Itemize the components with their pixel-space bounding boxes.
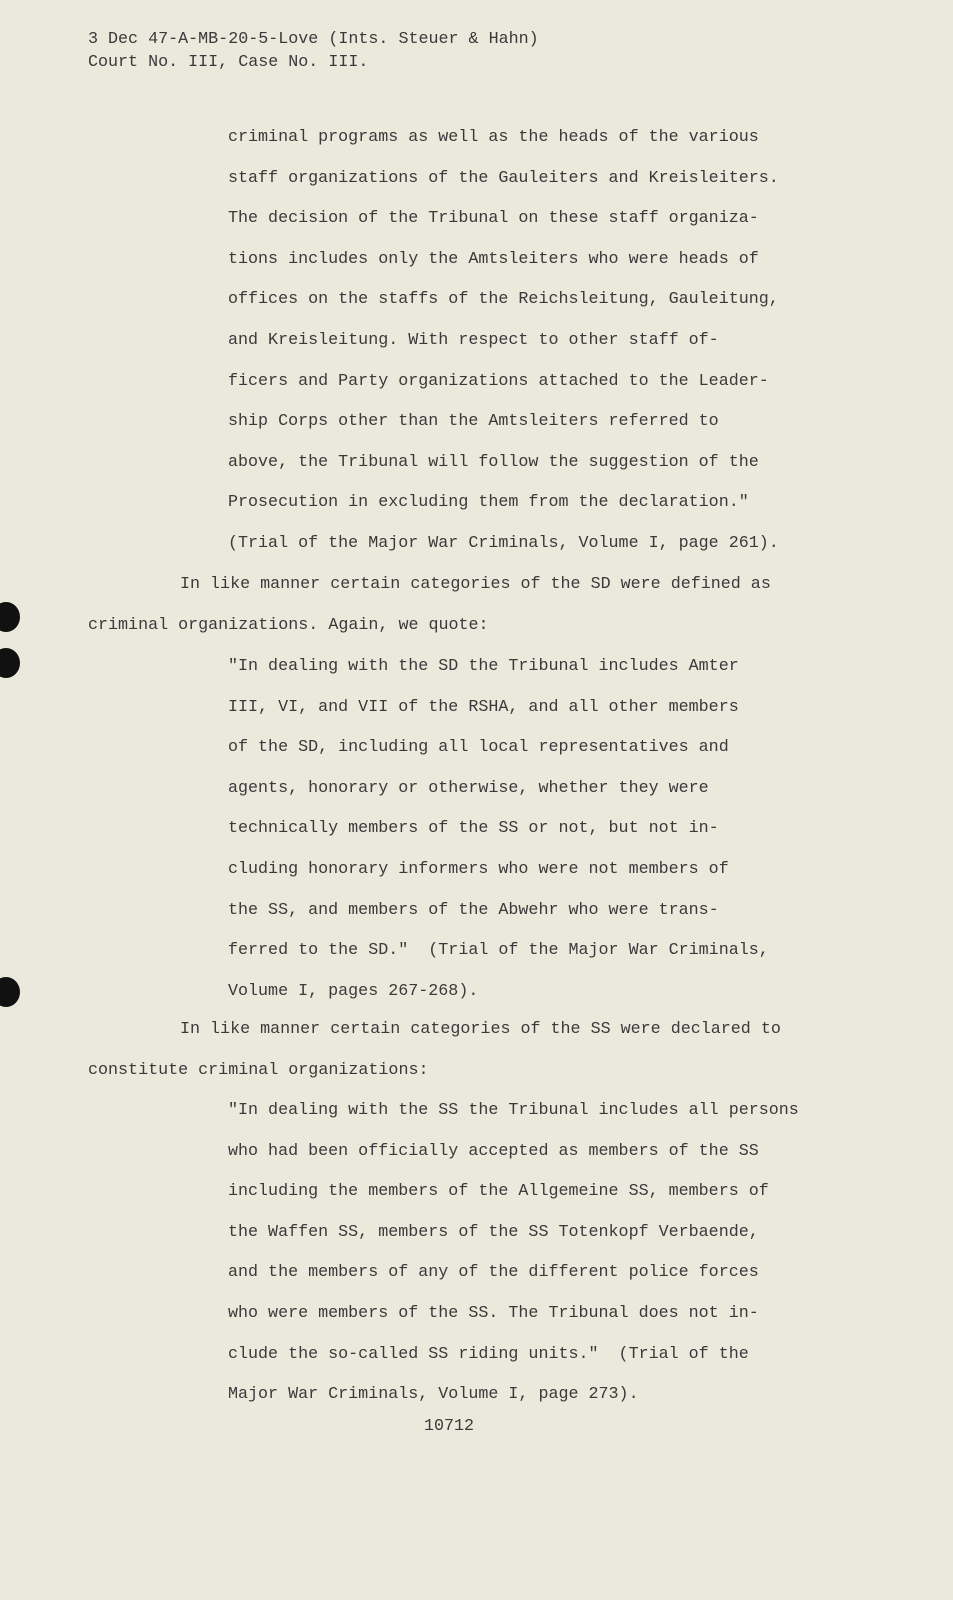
text-line: "In dealing with the SS the Tribunal includes all persons	[228, 1101, 799, 1120]
text-line: offices on the staffs of the Reichsleitung, Gauleitung,	[228, 290, 779, 310]
text-line: ship Corps other than the Amtsleiters referred to	[228, 412, 719, 432]
text-line: constitute criminal organizations:	[88, 1060, 429, 1080]
text-line: the SS, and members of the Abwehr who were trans-	[228, 900, 719, 920]
quote-block-sd	[228, 647, 769, 1012]
paragraph-ss	[88, 1010, 781, 1091]
text-line: clude the so-called SS riding units." (Trial of the	[228, 1344, 749, 1364]
text-line: Major War Criminals, Volume I, page 273).	[228, 1385, 639, 1405]
paragraph-sd	[88, 565, 771, 646]
punch-hole	[0, 977, 20, 1007]
quote-block-ss	[228, 1091, 799, 1416]
text-line: In like manner certain categories of the SD were defined as	[180, 575, 771, 594]
text-line: ferred to the SD." (Trial of the Major War Criminals,	[228, 941, 769, 961]
text-line: Prosecution in excluding them from the declaration."	[228, 493, 749, 513]
text-line: ficers and Party organizations attached to the Leader-	[228, 371, 769, 391]
text-line: In like manner certain categories of the SS were declared to	[180, 1020, 781, 1039]
text-line: (Trial of the Major War Criminals, Volume I, page 261).	[228, 533, 779, 553]
text-line: The decision of the Tribunal on these staff organiza-	[228, 209, 759, 229]
punch-hole	[0, 602, 20, 632]
text-line: III, VI, and VII of the RSHA, and all other members	[228, 697, 739, 717]
text-line: of the SD, including all local representatives and	[228, 738, 729, 758]
text-line: who were members of the SS. The Tribunal does not in-	[228, 1303, 759, 1323]
text-line: tions includes only the Amtsleiters who were heads of	[228, 249, 759, 269]
quote-block-leadership-corps	[228, 118, 779, 565]
document-header-line-1: 3 Dec 47-A-MB-20-5-Love (Ints. Steuer & Hahn)	[88, 30, 539, 49]
text-line: agents, honorary or otherwise, whether they were	[228, 778, 709, 798]
text-line: staff organizations of the Gauleiters and Kreisleiters.	[228, 168, 779, 188]
punch-hole	[0, 648, 20, 678]
text-line: the Waffen SS, members of the SS Totenkopf Verbaende,	[228, 1222, 759, 1242]
text-line: who had been officially accepted as members of the SS	[228, 1141, 759, 1161]
document-header-line-2: Court No. III, Case No. III.	[88, 53, 369, 72]
text-line: and the members of any of the different police forces	[228, 1263, 759, 1283]
page-number: 10712	[424, 1417, 475, 1436]
text-line: cluding honorary informers who were not members of	[228, 859, 729, 879]
text-line: technically members of the SS or not, but not in-	[228, 819, 719, 839]
text-line: and Kreisleitung. With respect to other staff of-	[228, 330, 719, 350]
text-line: criminal programs as well as the heads of the various	[228, 128, 759, 147]
text-line: "In dealing with the SD the Tribunal includes Amter	[228, 657, 739, 676]
text-line: above, the Tribunal will follow the suggestion of the	[228, 452, 759, 472]
text-line: including the members of the Allgemeine SS, members of	[228, 1182, 769, 1202]
text-line: criminal organizations. Again, we quote:	[88, 615, 489, 635]
text-line: Volume I, pages 267-268).	[228, 981, 479, 1001]
